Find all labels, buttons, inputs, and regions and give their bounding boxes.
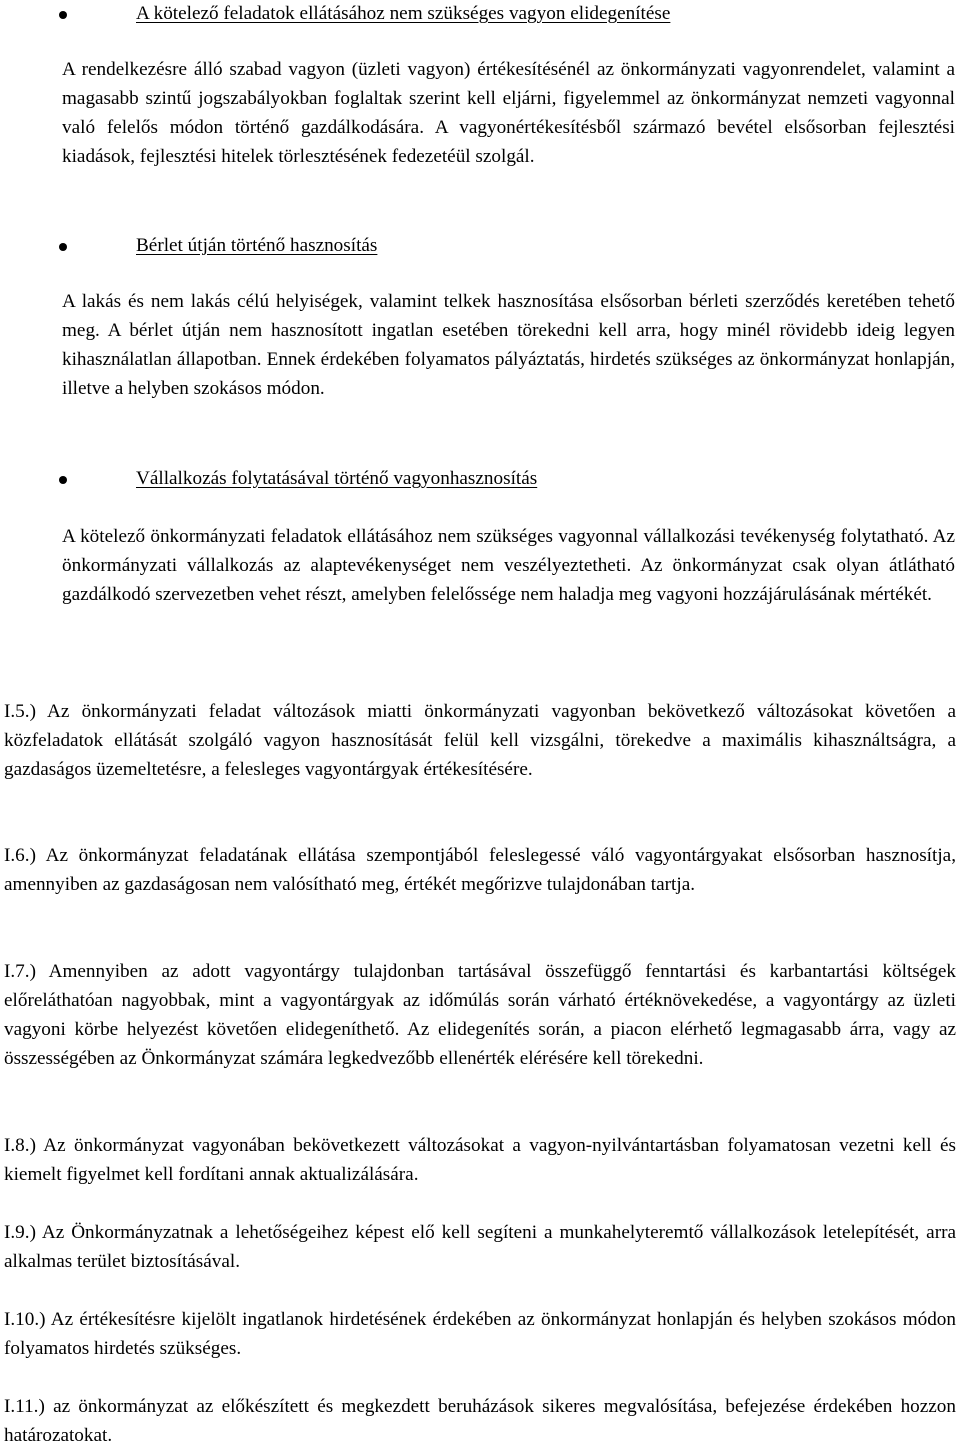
point-paragraph-i7: I.7.) Amennyiben az adott vagyontárgy tulajdonban tartásával összefüggő fenntartási és karbantartási költségek előreláthatóan nagyobbak, mint a vagyontárgyak az időmúlás során várható értéknövekedése, a vagyontárgy az üzleti vagyoni körbe helyezést követően elidegeníthető. Az elidegenítés során, a piacon elérhető legmagasabb árra, vagy az összességében az Önkormányzat számára legkedvezőbb ellenérték elérésére kell törekedni. <box>4 961 956 1069</box>
section-paragraph-2: A lakás és nem lakás célú helyiségek, valamint telkek hasznosítása elsősorban bérleti szerződés keretében tehető meg. A bérlet útján nem hasznosított ingatlan esetében törekedni kell arra, hogy minél rövidebb ideig legyen kihasználatlan állapotban. Ennek érdekében folyamatos pályáztatás, hirdetés szükséges az önkormányzat honlapján, illetve a helyben szokásos módon. <box>62 291 955 399</box>
section-heading-1: A kötelező feladatok ellátásához nem szükséges vagyon elidegenítése <box>136 3 671 24</box>
section-heading-2: Bérlet útján történő hasznosítás <box>136 235 378 256</box>
point-paragraph-i9: I.9.) Az Önkormányzatnak a lehetőségeihez képest elő kell segíteni a munkahelyteremtő vállalkozások letelepítését, arra alkalmas terület biztosításával. <box>4 1222 956 1272</box>
section-paragraph-3: A kötelező önkormányzati feladatok ellátásához nem szükséges vagyonnal vállalkozási tevékenység folytatható. Az önkormányzati vállalkozás az alaptevékenységet nem veszélyeztetheti. Az önkormányzat csak olyan átlátható gazdálkodó szervezetben vehet részt, amelyben felelőssége nem haladja meg vagyoni hozzájárulásának mértékét. <box>62 526 955 605</box>
point-paragraph-i10: I.10.) Az értékesítésre kijelölt ingatlanok hirdetésének érdekében az önkormányzat honlapján és helyben szokásos módon folyamatos hirdetés szükséges. <box>4 1309 956 1359</box>
section-paragraph-1: A rendelkezésre álló szabad vagyon (üzleti vagyon) értékesítésénél az önkormányzati vagyonrendelet, valamint a magasabb szintű jogszabályokban foglaltak szerint kell eljárni, figyelemmel az önkormányzat nemzeti vagyonnal való felelős módon történő gazdálkodására. A vagyonértékesítésből származó bevétel elsősorban fejlesztési kiadások, fejlesztési hitelek törlesztésének fedezetéül szolgál. <box>62 59 955 167</box>
bullet-icon <box>59 476 67 484</box>
point-paragraph-i5: I.5.) Az önkormányzati feladat változások miatti önkormányzati vagyonban bekövetkező változásokat követően a közfeladatok ellátását szolgáló vagyon hasznosítását felül kell vizsgálni, törekedve a maximális kihasználtságra, a gazdaságos üzemeltetésre, a felesleges vagyontárgyak értékesítésére. <box>4 701 956 780</box>
point-paragraph-i6: I.6.) Az önkormányzat feladatának ellátása szempontjából feleslegessé váló vagyontárgyakat elsősorban hasznosítja, amennyiben az gazdaságosan nem valósítható meg, értékét megőrizve tulajdonában tartja. <box>4 845 956 895</box>
bullet-icon <box>59 243 67 251</box>
section-heading-3: Vállalkozás folytatásával történő vagyonhasznosítás <box>136 468 538 489</box>
point-paragraph-i11: I.11.) az önkormányzat az előkészített és megkezdett beruházások sikeres megvalósítása, befejezése érdekében hozzon határozatokat. <box>4 1396 956 1446</box>
point-paragraph-i8: I.8.) Az önkormányzat vagyonában bekövetkezett változásokat a vagyon-nyilvántartásban folyamatosan vezetni kell és kiemelt figyelmet kell fordítani annak aktualizálására. <box>4 1135 956 1185</box>
bullet-icon <box>59 11 67 19</box>
